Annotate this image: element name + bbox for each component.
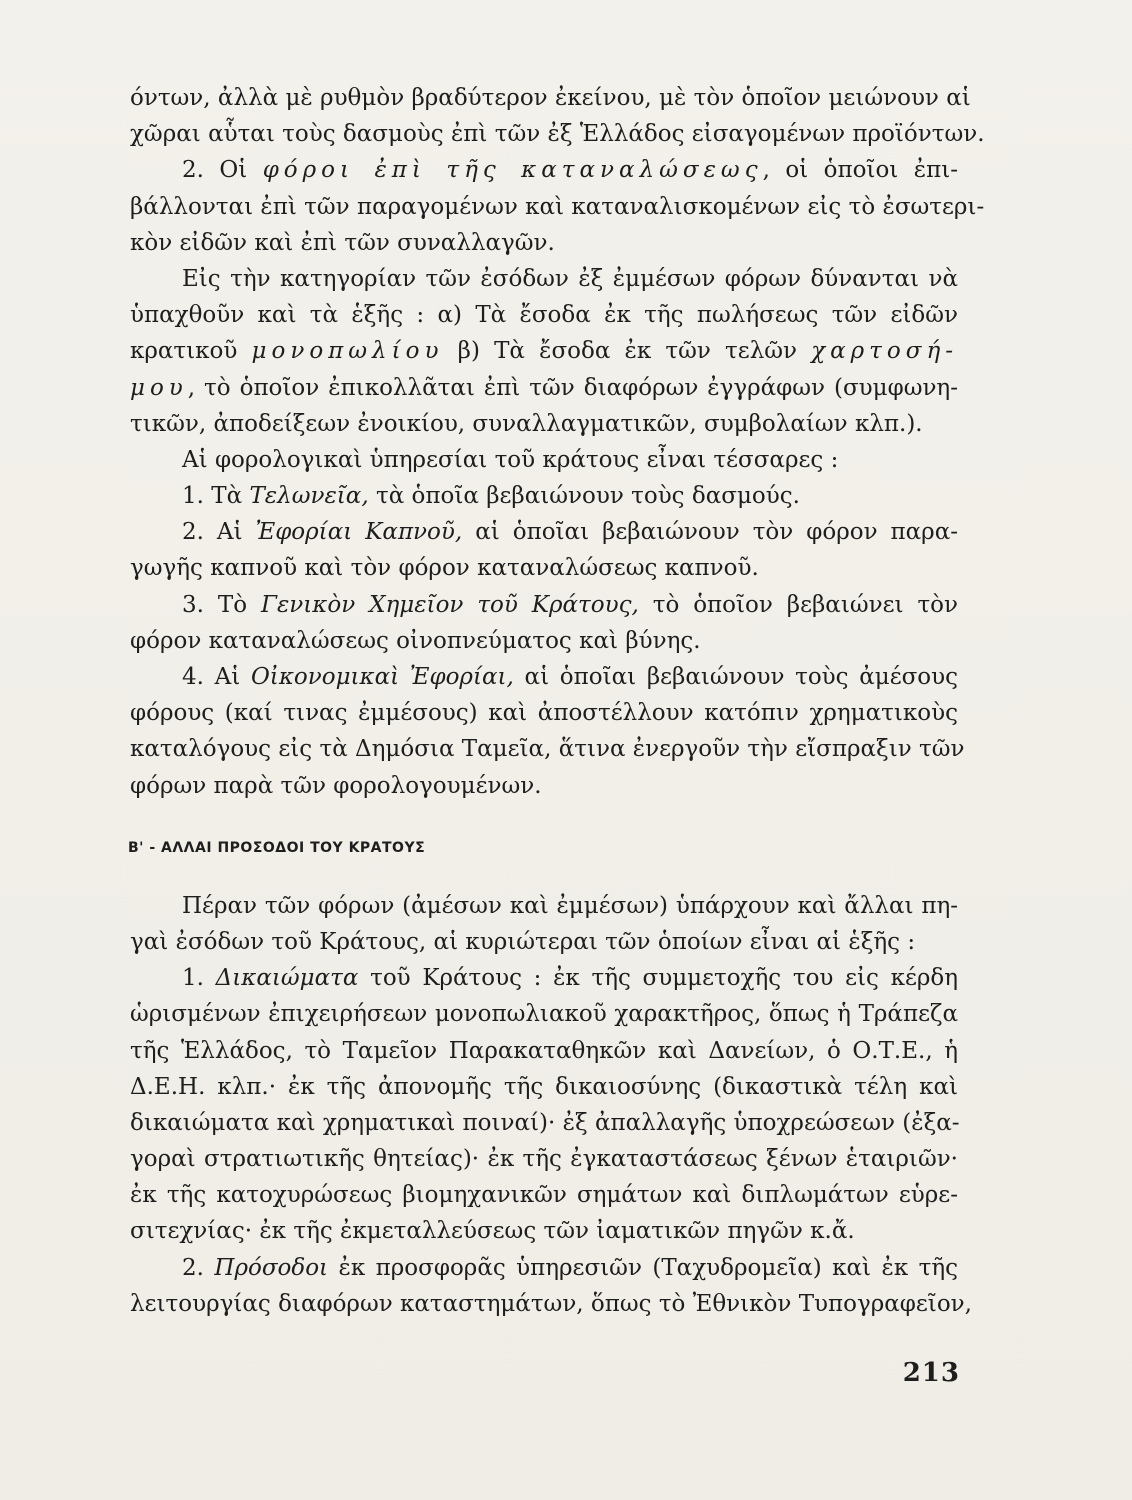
text-fragment: κρατικοῦ [130, 338, 238, 365]
text-line: τικῶν, ἀποδείξεων ἐνοικίου, συναλλαγματικῶν, συμβολαίων κλπ.). [130, 410, 923, 437]
text-line [130, 960, 958, 996]
text-fragment: 1. [182, 965, 204, 992]
text-line: γοραὶ στρατιωτικῆς θητείας)· ἐκ τῆς ἐγκαταστάσεως ξένων ἑταιριῶν· [130, 1146, 958, 1173]
section-heading: Β' - ΑΛΛΑΙ ΠΡΟΣΟΔΟΙ ΤΟΥ ΚΡΑΤΟΥΣ [128, 839, 426, 856]
text-fragment: , οἱ ὁποῖοι ἐπι- [762, 157, 958, 184]
emphasis-term: χαρτοσή- [811, 338, 959, 365]
text-line [130, 514, 958, 550]
text-fragment: αἱ ὁποῖαι βεβαιώνουν τὸν φόρον παρα- [475, 519, 959, 546]
emphasis-term: Δικαιώματα [215, 965, 359, 992]
text-fragment: τοῦ Κράτους : ἐκ τῆς συμμετοχῆς του εἰς κέρδη [370, 965, 959, 992]
text-line: φόρον καταναλώσεως οἰνοπνεύματος καὶ βύνης. [130, 627, 701, 654]
emphasis-term: φόροι ἐπὶ τῆς καταναλώσεως [262, 157, 763, 184]
text-fragment: 1. Τὰ [182, 483, 243, 510]
text-line: βάλλονται ἐπὶ τῶν παραγομένων καὶ καταναλισκομένων εἰς τὸ ἐσωτερι- [130, 193, 985, 220]
emphasis-term: Τελωνεῖα, [249, 483, 369, 510]
text-line: ὑπαχθοῦν καὶ τὰ ἑξῆς : α) Τὰ ἔσοδα ἐκ τῆς πωλήσεως τῶν εἰδῶν [130, 302, 958, 329]
text-fragment: 2. Αἱ [182, 519, 243, 546]
emphasis-term: μονοπωλίου [251, 338, 444, 365]
text-fragment: ἐκ προσφορᾶς ὑπηρεσιῶν (Ταχυδρομεῖα) καὶ ἐκ τῆς [338, 1254, 959, 1281]
emphasis-term: Οἰκονομικαὶ Ἐφορίαι, [250, 664, 514, 690]
text-line [130, 370, 958, 406]
text-line: κὸν εἰδῶν καὶ ἐπὶ τῶν συναλλαγῶν. [130, 229, 555, 256]
emphasis-term: Ἐφορίαι Καπνοῦ, [255, 519, 463, 546]
text-fragment: 3. Τὸ [182, 591, 248, 618]
text-line: ἐκ τῆς κατοχυρώσεως βιομηχανικῶν σημάτων καὶ διπλωμάτων εὑρε- [130, 1182, 958, 1209]
text-line: Δ.Ε.Η. κλπ.· ἐκ τῆς ἀπονομῆς τῆς δικαιοσύνης (δικαστικὰ τέλη καὶ [130, 1073, 958, 1100]
text-line: Αἱ φορολογικαὶ ὑπηρεσίαι τοῦ κράτους εἶναι τέσσαρες : [182, 446, 839, 473]
text-line [130, 333, 958, 369]
emphasis-term: Γενικὸν Χημεῖον τοῦ Κράτους, [260, 591, 639, 618]
text-line: γαὶ ἐσόδων τοῦ Κράτους, αἱ κυριώτεραι τῶν ὁποίων εἶναι αἱ ἑξῆς : [130, 928, 916, 955]
text-line: Πέραν τῶν φόρων (ἀμέσων καὶ ἐμμέσων) ὑπάρχουν καὶ ἄλλαι πη- [182, 892, 958, 919]
text-line: καταλόγους εἰς τὰ Δημόσια Ταμεῖα, ἅτινα ἐνεργοῦν τὴν εἴσπραξιν τῶν [130, 736, 965, 763]
text-line: γωγῆς καπνοῦ καὶ τὸν φόρον καταναλώσεως καπνοῦ. [130, 555, 759, 582]
text-line [130, 152, 958, 188]
item-number: 2. Οἱ [182, 157, 263, 184]
page-number: 213 [902, 1358, 960, 1388]
emphasis-term: Πρόσοδοι [214, 1254, 329, 1281]
text-line [130, 478, 958, 514]
text-line [130, 1250, 958, 1286]
text-fragment: τὸ ὁποῖον βεβαιώνει τὸν [652, 591, 958, 618]
text-line: χῶραι αὗται τοὺς δασμοὺς ἐπὶ τῶν ἐξ Ἑλλάδος εἰσαγομένων προϊόντων. [130, 121, 985, 148]
text-line: σιτεχνίας· ἐκ τῆς ἐκμεταλλεύσεως τῶν ἰαματικῶν πηγῶν κ.ἄ. [130, 1218, 855, 1245]
text-fragment: , τὸ ὁποῖον ἐπικολλᾶται ἐπὶ τῶν διαφόρων ἐγγράφων (συμφωνη- [187, 374, 958, 401]
text-fragment: τὰ ὁποῖα βεβαιώνουν τοὺς δασμούς. [375, 483, 800, 510]
text-line: Εἰς τὴν κατηγορίαν τῶν ἐσόδων ἐξ ἐμμέσων φόρων δύνανται νὰ [182, 265, 958, 292]
text-line: δικαιώματα καὶ χρηματικαὶ ποιναί)· ἐξ ἀπαλλαγῆς ὑποχρεώσεων (ἐξα- [130, 1109, 960, 1136]
text-line: ὡρισμένων ἐπιχειρήσεων μονοπωλιακοῦ χαρακτῆρος, ὅπως ἡ Τράπεζα [130, 1001, 958, 1028]
text-line: όντων, ἀλλὰ μὲ ρυθμὸν βραδύτερον ἐκείνου, μὲ τὸν ὁποῖον μειώνουν αἱ [130, 85, 971, 111]
text-line: φόρους (καί τινας ἐμμέσους) καὶ ἀποστέλλουν κατόπιν χρηματικοὺς [130, 700, 958, 727]
text-line: λειτουργίας διαφόρων καταστημάτων, ὅπως τὸ Ἐθνικὸν Τυπογραφεῖον, [130, 1290, 972, 1317]
text-line [130, 659, 958, 695]
page-body [128, 80, 985, 1322]
text-fragment: αἱ ὁποῖαι βεβαιώνουν τοὺς ἀμέσους [524, 664, 959, 690]
text-fragment: 4. Αἱ [182, 664, 241, 690]
text-line [130, 587, 958, 623]
text-fragment: β) Τὰ ἔσοδα ἐκ τῶν τελῶν [457, 338, 798, 365]
text-fragment: 2. [182, 1254, 204, 1281]
text-line: τῆς Ἑλλάδος, τὸ Ταμεῖον Παρακαταθηκῶν καὶ Δανείων, ὁ Ο.Τ.Ε., ἡ [130, 1037, 958, 1064]
emphasis-term: μου [130, 374, 188, 401]
text-line: φόρων παρὰ τῶν φορολογουμένων. [130, 772, 542, 799]
